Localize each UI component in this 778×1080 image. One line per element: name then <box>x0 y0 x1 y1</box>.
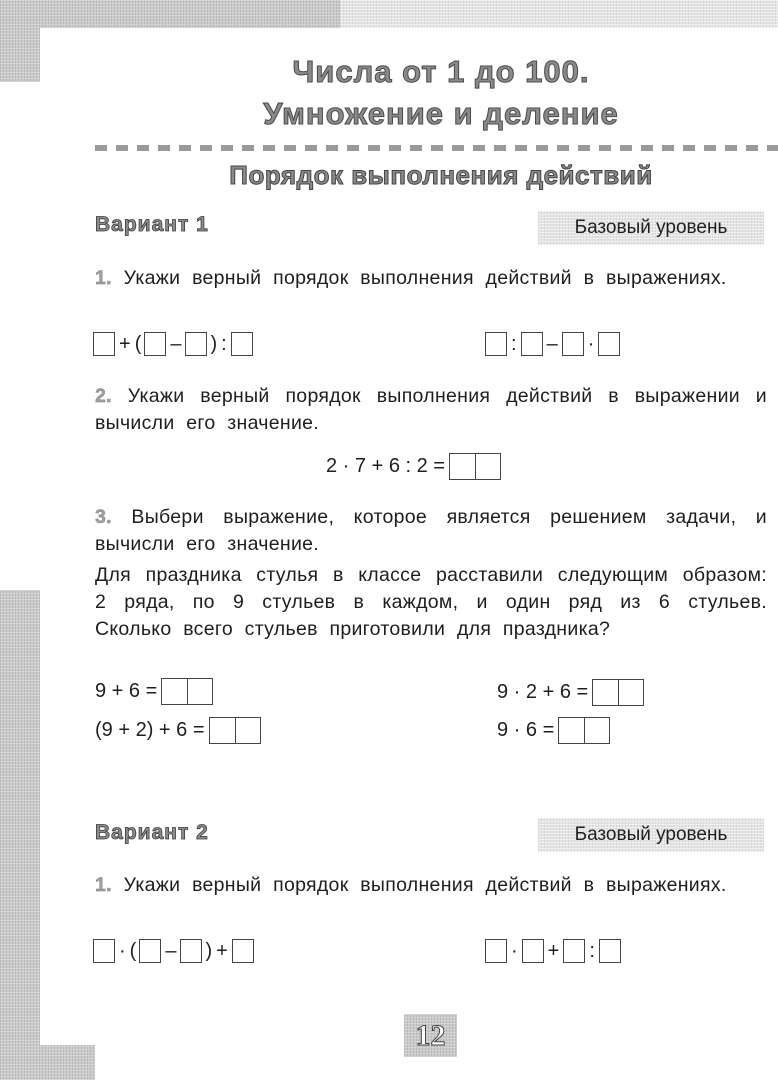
left-paren: ( <box>129 940 137 962</box>
task-number: 2. <box>95 385 112 407</box>
v2-task-1 <box>95 872 767 899</box>
answer-box[interactable] <box>599 939 621 963</box>
answer-box[interactable] <box>563 939 585 963</box>
answer-box[interactable] <box>521 332 543 356</box>
answer-box[interactable] <box>93 939 115 963</box>
task-text: Укажи верный порядок выполнения действий в выражениях. <box>123 874 727 896</box>
answer-box[interactable] <box>522 939 544 963</box>
task-text: Укажи верный порядок выполнения действий в выражении и вычисли его значение. <box>95 385 768 434</box>
bottom-left-decorative-block <box>0 1045 95 1080</box>
v1-task-3-option-2 <box>497 678 644 706</box>
two-digit-answer-box[interactable] <box>558 717 610 744</box>
answer-box[interactable] <box>139 939 161 963</box>
division-sign: : <box>589 940 595 962</box>
variant-1-heading: Вариант 1 <box>95 213 209 236</box>
v1-task-1 <box>95 265 767 292</box>
expression-text: 2 · 7 + 6 : 2 = <box>326 455 445 477</box>
minus-sign: – <box>165 940 177 962</box>
answer-box[interactable] <box>93 332 115 356</box>
two-digit-answer-box[interactable] <box>209 717 261 744</box>
answer-box[interactable] <box>144 332 166 356</box>
answer-box[interactable] <box>185 332 207 356</box>
answer-box[interactable] <box>231 332 253 356</box>
v1-task-3-option-3 <box>95 716 261 744</box>
variant-2-heading: Вариант 2 <box>95 821 209 844</box>
answer-box[interactable] <box>598 332 620 356</box>
top-decorative-band-light <box>340 0 778 28</box>
plus-sign: + <box>547 940 560 962</box>
variant-1-level-badge: Базовый уровень <box>538 211 764 245</box>
chapter-title-line1: Числа от 1 до 100. <box>292 54 590 89</box>
dashed-divider <box>95 145 778 151</box>
right-paren: ) <box>205 940 213 962</box>
plus-sign: + <box>119 333 131 355</box>
task-number: 3. <box>95 506 112 528</box>
multiplication-sign: · <box>119 940 126 962</box>
task-text: Укажи верный порядок выполнения действий в выражениях. <box>123 267 727 289</box>
minus-sign: – <box>546 333 558 355</box>
task-text: Выбери выражение, которое является решением задачи, и вычисли его значение. <box>95 506 767 555</box>
option-expression: 9 · 2 + 6 = <box>497 681 589 703</box>
v2-task-1-expression-b <box>485 937 621 965</box>
answer-box[interactable] <box>562 332 584 356</box>
multiplication-sign: · <box>587 333 595 355</box>
left-paren: ( <box>134 333 142 355</box>
plus-sign: + <box>216 940 228 962</box>
answer-box[interactable] <box>180 939 202 963</box>
v1-task-2 <box>95 383 767 437</box>
v2-task-1-expression-a <box>93 937 254 965</box>
v1-task-3 <box>95 504 767 558</box>
left-decorative-strip-bottom <box>0 590 40 1080</box>
two-digit-answer-box[interactable] <box>449 453 501 480</box>
division-sign: : <box>511 333 517 355</box>
answer-box[interactable] <box>485 332 507 356</box>
v1-task-1-expression-a <box>93 330 253 358</box>
section-title: Порядок выполнения действий <box>229 160 653 190</box>
v1-task-2-expression <box>326 452 501 480</box>
division-sign: : <box>221 333 227 355</box>
variant-2-level-badge: Базовый уровень <box>538 818 764 852</box>
v1-task-3-option-1 <box>95 677 213 705</box>
right-paren: ) <box>210 333 218 355</box>
left-decorative-strip-top <box>0 0 40 82</box>
task-number: 1. <box>95 267 112 289</box>
page-number: 12 <box>404 1014 457 1057</box>
option-expression: (9 + 2) + 6 = <box>95 719 205 741</box>
task-number: 1. <box>95 874 112 896</box>
multiplication-sign: · <box>511 940 518 962</box>
answer-box[interactable] <box>232 939 254 963</box>
v1-task-3-problem: Для праздника стулья в классе расставили следующим образом: 2 ряда, по 9 стульев в каждом, и один ряд из 6 стульев. Сколько всего стульев приготовили для праздника? <box>95 564 767 640</box>
two-digit-answer-box[interactable] <box>161 678 213 705</box>
chapter-title-line2: Умножение и деление <box>263 96 619 131</box>
option-expression: 9 · 6 = <box>497 719 555 741</box>
option-expression: 9 + 6 = <box>95 680 158 702</box>
v1-task-1-expression-b <box>485 330 620 358</box>
v1-task-3-option-4 <box>497 716 610 744</box>
minus-sign: – <box>170 333 182 355</box>
two-digit-answer-box[interactable] <box>592 679 644 706</box>
answer-box[interactable] <box>485 939 507 963</box>
